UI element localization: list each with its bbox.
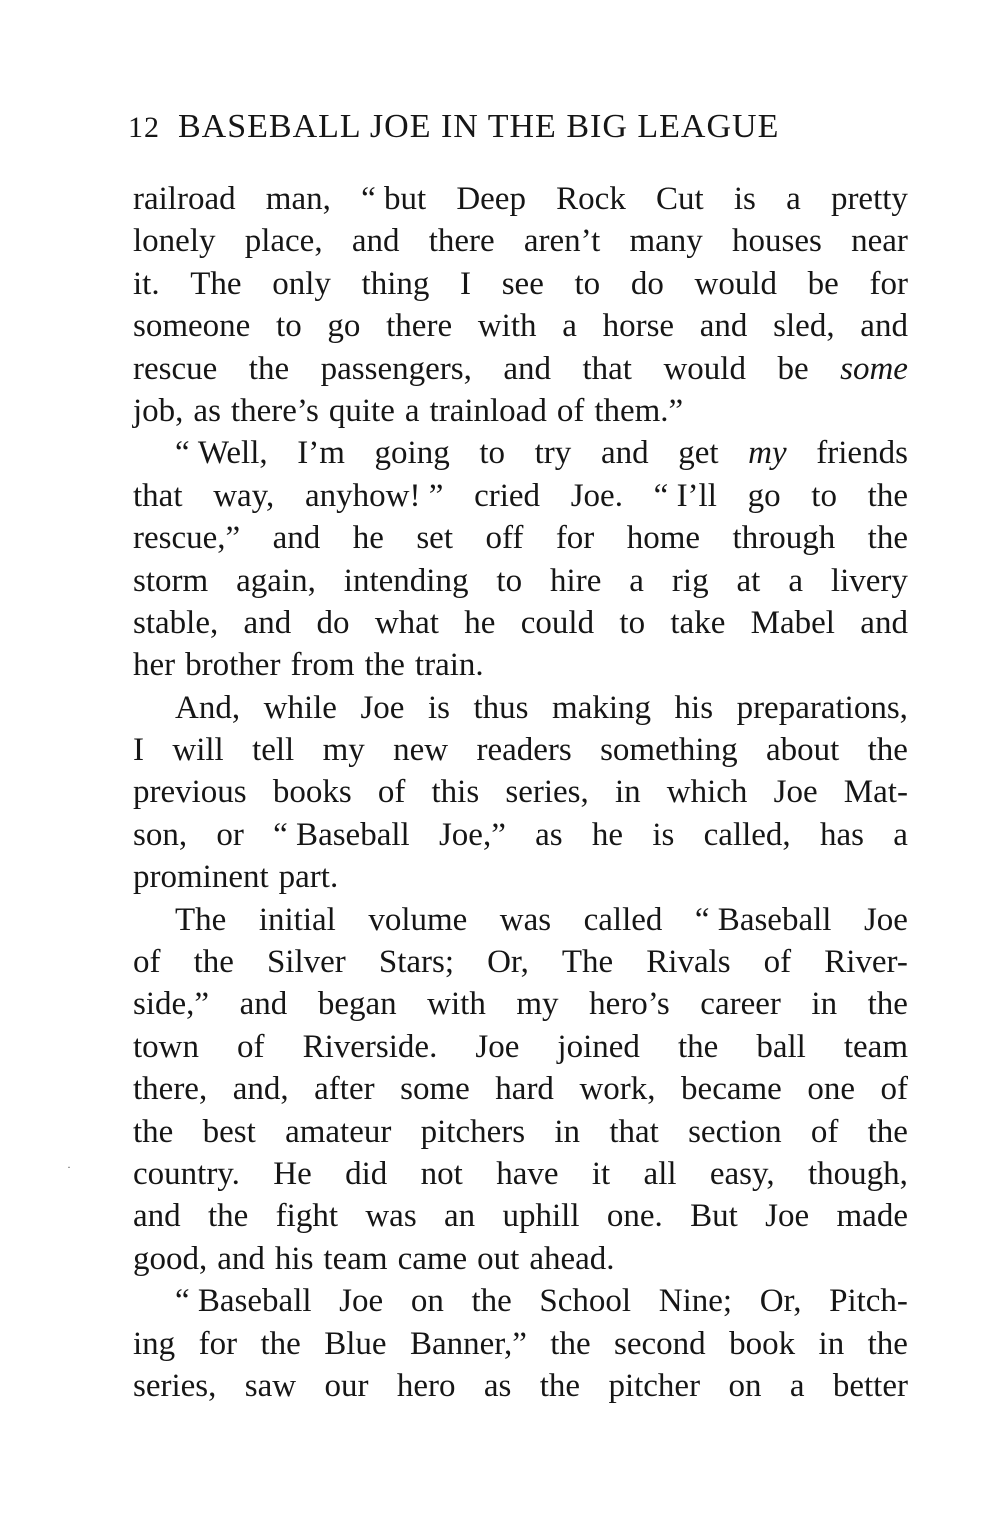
word: which	[666, 774, 748, 811]
word: the	[539, 1367, 581, 1404]
text-line	[133, 1195, 908, 1237]
word: as	[193, 392, 221, 429]
word: the	[867, 1113, 908, 1150]
word: Rivals	[646, 944, 731, 981]
word: to	[479, 435, 506, 472]
word: he	[591, 816, 624, 853]
word: the	[867, 520, 908, 557]
word: book	[729, 1325, 796, 1362]
word: there’s	[230, 392, 319, 429]
word: our	[324, 1367, 369, 1404]
word: “ Baseball	[175, 1283, 312, 1320]
word: amateur	[285, 1113, 392, 1150]
word: will	[172, 732, 224, 769]
word: home	[626, 520, 701, 557]
word: Silver	[266, 944, 346, 981]
word: series,	[133, 1367, 217, 1404]
word: the	[867, 986, 908, 1023]
word: that	[133, 477, 183, 514]
word: has	[819, 816, 864, 853]
word: out	[477, 1240, 520, 1277]
word: tell	[252, 732, 295, 769]
word: take	[670, 604, 726, 641]
word: my	[322, 732, 365, 769]
word: there,	[133, 1071, 208, 1108]
word: he	[352, 520, 384, 557]
word: the	[867, 1325, 908, 1362]
word: on	[410, 1283, 444, 1320]
word: of	[237, 1028, 265, 1065]
word: cried	[474, 477, 541, 514]
word: some	[840, 350, 908, 387]
word: the	[260, 1325, 301, 1362]
text-line	[133, 771, 908, 813]
word: storm	[133, 562, 209, 599]
word: there	[428, 223, 495, 260]
word: “ I’ll	[653, 477, 717, 514]
word: Joe	[360, 689, 405, 726]
word: my	[748, 435, 787, 472]
word: But	[690, 1198, 738, 1235]
word: the	[677, 1028, 719, 1065]
word: aren’t	[523, 223, 601, 260]
text-line	[133, 1280, 908, 1322]
word: his	[674, 689, 714, 726]
word: came	[397, 1240, 468, 1277]
word: prominent	[133, 859, 269, 896]
text-line	[133, 1323, 908, 1365]
word: Riverside.	[302, 1028, 438, 1065]
word: readers	[476, 732, 572, 769]
word: Or,	[759, 1283, 802, 1320]
word: through	[732, 520, 836, 557]
word: one	[807, 1071, 855, 1108]
text-line	[133, 220, 908, 262]
word: brother	[185, 647, 281, 684]
word: railroad	[133, 181, 236, 217]
word: Joe	[773, 774, 818, 811]
word: with	[427, 986, 486, 1023]
text-line	[133, 263, 908, 305]
word: Pitch-	[829, 1283, 908, 1320]
text-line	[133, 560, 908, 602]
word: it	[591, 1155, 611, 1192]
page-number: 12	[128, 111, 160, 144]
word: a	[562, 308, 577, 345]
word: Joe	[765, 1198, 810, 1235]
word: easy,	[709, 1155, 775, 1192]
word: Mat-	[843, 774, 908, 811]
word: and	[860, 604, 908, 641]
word: her	[133, 647, 176, 684]
word: all	[643, 1155, 677, 1192]
word: friends	[816, 435, 908, 472]
word: was	[365, 1198, 417, 1235]
word: called,	[703, 816, 791, 853]
word: that	[609, 1113, 659, 1150]
word: of	[810, 1113, 839, 1150]
word: part.	[278, 859, 339, 896]
word: is	[733, 181, 756, 217]
running-head-title: BASEBALL JOE IN THE BIG LEAGUE	[178, 108, 780, 145]
text-line	[133, 856, 908, 898]
text-line	[133, 687, 908, 729]
word: is	[652, 816, 675, 853]
word: to	[619, 604, 646, 641]
word: pretty	[830, 181, 908, 217]
word: and	[600, 435, 649, 472]
word: something	[600, 732, 738, 769]
word: to	[276, 308, 302, 345]
word: his	[274, 1240, 314, 1277]
word: man,	[265, 181, 331, 217]
word: the	[867, 732, 908, 769]
word: better	[832, 1367, 908, 1404]
word: of	[763, 944, 792, 981]
word: sled,	[773, 308, 835, 345]
word: as	[483, 1367, 512, 1404]
word: work,	[579, 1071, 656, 1108]
paragraph	[133, 1280, 908, 1407]
text-line	[133, 305, 908, 347]
word: Joe.	[570, 477, 623, 514]
word: way,	[213, 477, 275, 514]
word: about	[765, 732, 840, 769]
word: and	[243, 604, 292, 641]
word: volume	[368, 901, 468, 938]
word: a	[786, 181, 801, 217]
word: go	[747, 477, 781, 514]
word: making	[552, 689, 652, 726]
word: thus	[473, 689, 529, 726]
word: in	[554, 1113, 581, 1150]
word: pitchers	[420, 1113, 526, 1150]
word: Nine;	[658, 1283, 733, 1320]
word: go	[327, 308, 361, 345]
word: passengers,	[320, 350, 472, 387]
word: did	[345, 1155, 388, 1192]
word: try	[534, 435, 572, 472]
word: best	[202, 1113, 256, 1150]
word: “ Baseball	[694, 901, 832, 938]
word: as	[535, 816, 563, 853]
word: for	[555, 520, 595, 557]
text-line	[133, 1026, 908, 1068]
word: many	[629, 223, 703, 260]
word: with	[477, 308, 537, 345]
word: team	[323, 1240, 388, 1277]
word: joined	[557, 1028, 640, 1065]
text-line	[133, 729, 908, 771]
word: section	[688, 1113, 782, 1150]
word: uphill	[502, 1198, 580, 1235]
word: and	[217, 1240, 265, 1277]
word: in	[818, 1325, 845, 1362]
word: on	[728, 1367, 762, 1404]
word: “ but	[361, 181, 427, 217]
word: ing	[133, 1325, 176, 1362]
word: be	[777, 350, 809, 387]
word: and	[272, 520, 321, 557]
word: and	[351, 223, 400, 260]
word: son,	[133, 816, 188, 853]
word: quite	[328, 392, 395, 429]
word: not	[420, 1155, 463, 1192]
text-line	[133, 432, 908, 474]
word: the	[364, 647, 405, 684]
text-line	[133, 941, 908, 983]
word: Cut	[656, 181, 704, 217]
word: place,	[244, 223, 323, 260]
word: would	[694, 265, 777, 302]
word: set	[416, 520, 454, 557]
word: a	[629, 562, 644, 599]
word: Mabel	[750, 604, 835, 641]
scan-speck: ·	[67, 1160, 71, 1174]
word: is	[427, 689, 450, 726]
word: would	[663, 350, 746, 387]
word: career	[700, 986, 781, 1023]
word: And,	[175, 689, 241, 726]
word: “ Well,	[175, 435, 268, 472]
word: do	[316, 604, 350, 641]
word: The	[175, 901, 227, 938]
word: ball	[756, 1028, 806, 1065]
word: fight	[275, 1198, 338, 1235]
word: that	[582, 350, 632, 387]
word: The	[190, 265, 242, 302]
text-line	[133, 348, 908, 390]
word: and	[133, 1198, 181, 1235]
word: anyhow! ”	[304, 477, 444, 514]
word: the	[867, 477, 908, 514]
text-line	[133, 1111, 908, 1153]
word: to	[811, 477, 837, 514]
text-line	[133, 899, 908, 941]
word: initial	[258, 901, 336, 938]
word: and	[699, 308, 748, 345]
text-line	[133, 390, 908, 432]
word: thing	[361, 265, 430, 302]
word: be	[807, 265, 839, 302]
word: after	[314, 1071, 375, 1108]
word: intending	[343, 562, 469, 599]
word: hero’s	[589, 986, 670, 1023]
word: was	[499, 901, 552, 938]
word: of	[556, 392, 585, 429]
word: get	[678, 435, 719, 472]
word: Blue	[324, 1325, 387, 1362]
text-line	[133, 1365, 908, 1407]
word: livery	[830, 562, 908, 599]
text-line	[133, 814, 908, 856]
paragraph	[133, 178, 908, 432]
word: a	[893, 816, 908, 853]
word: and	[860, 308, 908, 345]
word: and,	[232, 1071, 289, 1108]
word: of	[133, 944, 161, 981]
word: hero	[396, 1367, 456, 1404]
word: at	[736, 562, 761, 599]
word: houses	[732, 223, 822, 260]
body-text	[133, 178, 908, 1407]
word: for	[198, 1325, 238, 1362]
word: a	[789, 1367, 805, 1404]
word: preparations,	[736, 689, 908, 726]
word: one.	[606, 1198, 663, 1235]
word: rig	[671, 562, 709, 599]
word: I’m	[297, 435, 345, 472]
word: the	[248, 350, 290, 387]
word: good,	[133, 1240, 208, 1277]
word: Stars;	[378, 944, 455, 981]
paragraph	[133, 432, 908, 686]
word: rescue,”	[133, 520, 241, 557]
word: town	[133, 1028, 199, 1065]
word: pitcher	[608, 1367, 701, 1404]
word: the	[550, 1325, 591, 1362]
word: only	[272, 265, 331, 302]
word: “ Baseball	[273, 816, 410, 853]
word: job,	[133, 392, 184, 429]
word: have	[496, 1155, 559, 1192]
word: again,	[236, 562, 316, 599]
word: books	[272, 774, 352, 811]
word: of	[880, 1071, 908, 1108]
word: country.	[133, 1155, 240, 1192]
word: some	[400, 1071, 470, 1108]
word: the	[193, 944, 234, 981]
word: hire	[550, 562, 602, 599]
word: the	[471, 1283, 512, 1320]
text-line	[133, 983, 908, 1025]
text-line	[133, 644, 908, 686]
word: an	[444, 1198, 476, 1235]
word: stable,	[133, 604, 219, 641]
word: train.	[414, 647, 484, 684]
word: hard	[495, 1071, 554, 1108]
paragraph	[133, 687, 908, 899]
word: them.”	[594, 392, 684, 429]
word: Joe	[863, 901, 908, 938]
word: the	[133, 1113, 174, 1150]
word: team	[843, 1028, 908, 1065]
word: called	[583, 901, 663, 938]
word: School	[539, 1283, 632, 1320]
text-line	[133, 178, 908, 220]
word: made	[836, 1198, 908, 1235]
text-line	[133, 1068, 908, 1110]
word: this	[431, 774, 480, 811]
word: began	[317, 986, 397, 1023]
text-line	[133, 517, 908, 559]
running-head	[128, 108, 893, 158]
word: there	[386, 308, 453, 345]
word: Rock	[556, 181, 626, 217]
word: series,	[505, 774, 589, 811]
word: what	[374, 604, 439, 641]
word: for	[869, 265, 908, 302]
word: The	[561, 944, 614, 981]
paragraph	[133, 899, 908, 1281]
word: near	[851, 223, 908, 260]
text-line	[133, 475, 908, 517]
text-line	[133, 1238, 908, 1280]
word: Or,	[487, 944, 529, 981]
word: Joe,”	[438, 816, 506, 853]
word: ahead.	[529, 1240, 615, 1277]
word: the	[208, 1198, 249, 1235]
word: a	[404, 392, 420, 429]
word: Banner,”	[410, 1325, 527, 1362]
word: from	[290, 647, 355, 684]
word: of	[377, 774, 406, 811]
word: in	[811, 986, 838, 1023]
word: going	[374, 435, 450, 472]
word: someone	[133, 308, 251, 345]
word: second	[614, 1325, 706, 1362]
text-line	[133, 602, 908, 644]
word: previous	[133, 774, 247, 811]
word: my	[516, 986, 559, 1023]
text-line	[133, 1153, 908, 1195]
word: He	[273, 1155, 312, 1192]
word: while	[263, 689, 337, 726]
word: he	[464, 604, 496, 641]
word: see	[501, 265, 544, 302]
word: side,”	[133, 986, 210, 1023]
word: became	[681, 1071, 782, 1108]
word: off	[485, 520, 524, 557]
word: Deep	[456, 181, 526, 217]
word: to	[574, 265, 601, 302]
word: Joe	[339, 1283, 384, 1320]
word: and	[503, 350, 551, 387]
word: a	[788, 562, 803, 599]
word: horse	[602, 308, 675, 345]
word: trainload	[429, 392, 547, 429]
word: saw	[244, 1367, 297, 1404]
word: Joe	[475, 1028, 520, 1065]
word: new	[393, 732, 449, 769]
word: I	[460, 265, 472, 302]
word: could	[520, 604, 595, 641]
word: lonely	[133, 223, 216, 260]
word: to	[496, 562, 523, 599]
word: in	[614, 774, 641, 811]
word: or	[216, 816, 244, 853]
word: River-	[824, 944, 908, 981]
word: it.	[133, 265, 160, 302]
word: I	[133, 732, 144, 769]
word: and	[239, 986, 288, 1023]
word: do	[630, 265, 664, 302]
word: though,	[808, 1155, 908, 1192]
word: rescue	[133, 350, 218, 387]
